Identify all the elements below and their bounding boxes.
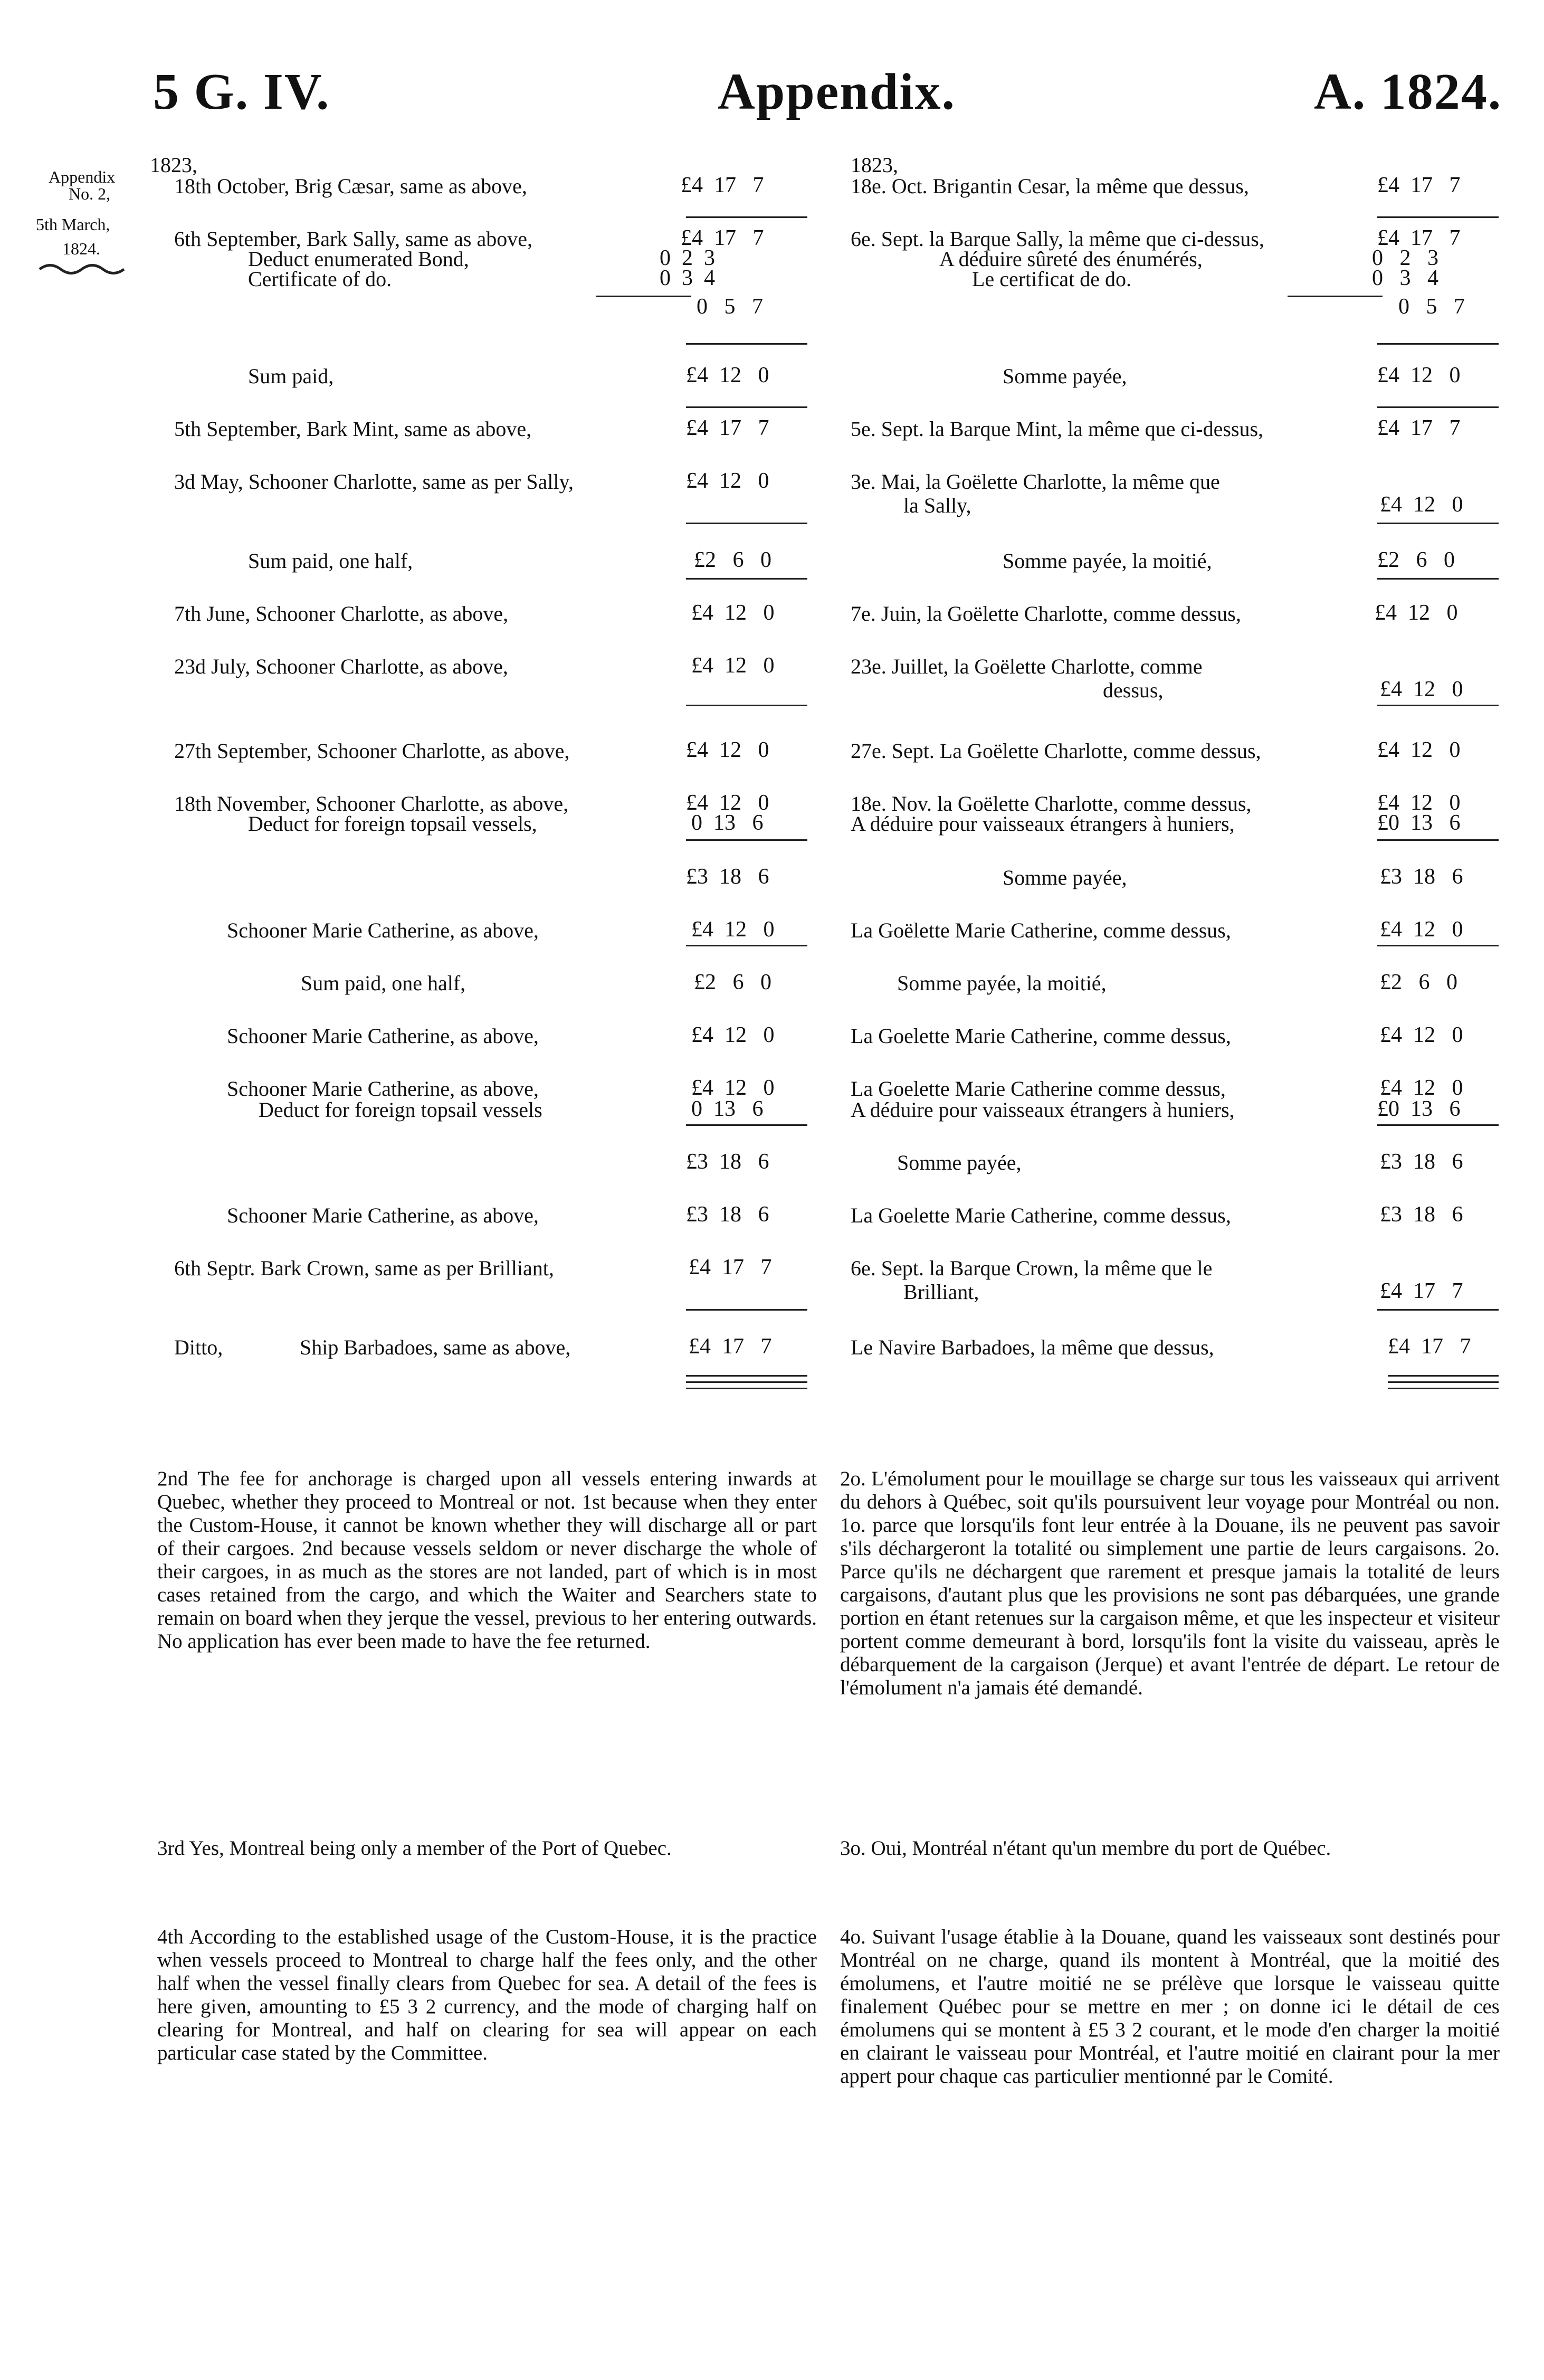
ledger-fr-row-text: Brilliant, [903,1280,979,1304]
ledger-fr-row-text: 6e. Sept. la Barque Crown, la même que le [851,1256,1213,1280]
ledger-en-row-amount: 0 2 3 [660,246,715,270]
ledger-fr-row-amount: £4 12 0 [1380,1023,1463,1047]
ledger-en-row-amount: £3 18 6 [686,1150,769,1174]
ledger-fr-row-text: La Goelette Marie Catherine, comme dessus, [851,1203,1231,1227]
ledger-en-row-amount: £4 17 7 [681,226,764,250]
ledger-fr-row-amount: 0 2 3 [1372,246,1438,270]
ledger-rule [686,1124,807,1126]
ledger-en-row-text: Deduct for foreign topsail vessels [259,1098,542,1122]
ledger-fr-row-text: Somme payée, [1003,364,1127,388]
ledger-fr-row-text: Le certificat de do. [972,267,1132,291]
ledger-en-row-amount: 0 3 4 [660,266,715,290]
ledger-fr-row-text: La Goëlette Marie Catherine, comme dessus, [851,918,1231,942]
side-note-line4: 1824. [62,239,100,258]
ledger-rule [1288,296,1383,297]
ledger-en-row-amount: £4 12 0 [691,601,775,625]
header-center: Appendix. [718,63,956,120]
ledger-rule [1388,1388,1499,1389]
ledger-fr-row-amount: £4 12 0 [1380,917,1463,942]
ledger-en-row-text: 6th Septr. Bark Crown, same as per Brilliant, [174,1256,554,1280]
ledger-en-row-amount: £4 12 0 [686,469,769,493]
ledger-en-row-amount: 0 13 6 [691,811,764,835]
ledger-en-row-amount: £4 12 0 [691,653,775,678]
ledger-rule [686,705,807,706]
ledger-en-row-text: Ship Barbadoes, same as above, [300,1335,571,1359]
ledger-fr-row-amount: £4 17 7 [1377,226,1461,250]
ledger-fr-row-text: Somme payée, la moitié, [1003,549,1212,573]
ledger-rule [1377,1309,1499,1311]
side-note-line3: 5th March, [36,215,110,234]
ledger-fr-row-amount: £4 17 7 [1377,416,1461,440]
ledger-fr-row-amount: £4 12 0 [1380,492,1463,517]
ledger-rule [1377,343,1499,345]
ledger-en-row-text: Deduct for foreign topsail vessels, [248,812,537,836]
ledger-en-row-text: Sum paid, [248,364,334,388]
ledger-en-row-text: Ditto, [174,1335,223,1359]
ledger-fr-row-amount: £4 12 0 [1377,738,1461,762]
ledger-fr-row-amount: £3 18 6 [1380,1202,1463,1227]
header-right: A. 1824. [1314,63,1502,120]
ledger-rule [686,1381,807,1383]
paragraph-en-3rd: 3rd Yes, Montreal being only a member of the Port of Quebec. [157,1837,672,1860]
ledger-fr-row-amount: 0 3 4 [1372,266,1438,290]
paragraph-en-2nd: 2nd The fee for anchorage is charged upon all vessels entering inwards at Quebec, whether they proceed to Montreal or not. 1st because when they enter the Custom-House, it cannot be known whether they will discharge all or part of their cargoes. 2nd because vessels seldom or never discharge the whole of their cargoes, in as much as the stores are not landed, part of which is in most cases retained from the cargo, and which the Waiter and Searchers state to remain on board when they jerque the vessel, previous to her entering outwards. No application has ever been made to have the fee returned. [157,1467,817,1653]
ledger-en-row-amount: £4 12 0 [691,917,775,942]
year-fr: 1823, [851,153,898,177]
ledger-rule [686,1388,807,1389]
ledger-en-row-amount: £4 17 7 [689,1255,772,1279]
ledger-rule [1377,406,1499,408]
ledger-en-row-amount: £4 17 7 [689,1334,772,1359]
ledger-en-row-text: Deduct enumerated Bond, [248,247,469,271]
ledger-en-row-text: 18th October, Brig Cæsar, same as above, [174,174,527,198]
ledger-en-row-amount: £3 18 6 [686,1202,769,1227]
ledger-en-row-amount: £2 6 0 [694,548,771,572]
ledger-fr-row-text: A déduire pour vaisseaux étrangers à huniers, [851,1098,1235,1122]
ledger-rule [686,343,807,345]
ledger-rule [686,578,807,580]
ledger-rule [686,839,807,841]
ledger-rule [686,945,807,946]
ledger-fr-row-amount: £2 6 0 [1380,970,1457,994]
ledger-en-row-text: 7th June, Schooner Charlotte, as above, [174,602,509,625]
ledger-fr-row-amount: £4 12 0 [1377,363,1461,387]
side-note-line2: No. 2, [69,184,111,203]
ledger-rule [686,406,807,408]
ledger-en-row-amount: £4 12 0 [686,738,769,762]
ledger-fr-row-amount: £3 18 6 [1380,865,1463,889]
ledger-rule [1377,578,1499,580]
ledger-en-row-amount: 0 5 7 [697,295,763,319]
ledger-en-row-amount: £4 17 7 [681,173,764,197]
ledger-fr-row-text: la Sally, [903,494,971,517]
ledger-en-row-amount: £4 12 0 [691,1076,775,1100]
ledger-en-row-text: Sum paid, one half, [248,549,413,573]
ledger-fr-row-text: A déduire pour vaisseaux étrangers à huniers, [851,812,1235,836]
ledger-en-row-text: Certificate of do. [248,267,392,291]
ledger-fr-row-amount: £4 17 7 [1380,1279,1463,1303]
ledger-rule [686,216,807,218]
ledger-en-row-text: Sum paid, one half, [301,971,466,995]
ledger-fr-row-text: 18e. Oct. Brigantin Cesar, la même que dessus, [851,174,1249,198]
ledger-rule [1377,945,1499,946]
ledger-rule [596,296,691,297]
ledger-fr-row-text: 27e. Sept. La Goëlette Charlotte, comme dessus, [851,739,1261,763]
ledger-fr-row-amount: £4 17 7 [1377,173,1461,197]
ledger-fr-row-amount: £4 17 7 [1388,1334,1471,1359]
ledger-rule [686,1375,807,1377]
ledger-en-row-amount: £2 6 0 [694,970,771,994]
ledger-en-row-text: Schooner Marie Catherine, as above, [227,1024,539,1048]
ledger-rule [1377,216,1499,218]
year-en: 1823, [150,153,197,177]
ledger-fr-row-text: 6e. Sept. la Barque Sally, la même que ci-dessus, [851,227,1264,251]
ledger-rule [1388,1381,1499,1383]
ledger-fr-row-amount: £2 6 0 [1377,548,1455,572]
header-left: 5 G. IV. [153,63,330,120]
flourish-icon [37,259,127,280]
ledger-en-row-amount: £3 18 6 [686,865,769,889]
ledger-rule [686,1309,807,1311]
ledger-fr-row-text: 7e. Juin, la Goëlette Charlotte, comme dessus, [851,602,1241,625]
ledger-fr-row-text: dessus, [1103,678,1164,702]
ledger-en-row-text: Schooner Marie Catherine, as above, [227,1203,539,1227]
ledger-fr-row-amount: £4 12 0 [1380,1076,1463,1100]
ledger-en-row-text: 5th September, Bark Mint, same as above, [174,417,532,441]
paragraph-fr-2o: 2o. L'émolument pour le mouillage se charge sur tous les vaisseaux qui arrivent du dehors à Québec, soit qu'ils poursuivent leur voyage pour Montréal ou non. 1o. parce que lorsqu'ils font leur entrée à la Douane, ils ne peuvent pas savoir s'ils déchargeront la totalité ou simplement une partie de leurs cargaisons. 2o. Parce qu'ils ne déchargent que rarement et presque jamais la totalité de leurs cargaisons, d'autant plus que les provisions ne sont pas débarquées, une grande portion en étant retenues sur la cargaison même, et que les inspecteur et visiteur portent comme demeurant à bord, lorsqu'ils font la visite du vaisseau, après le débarquement de la cargaison (Jerque) et avant l'entrée de départ. Le retour de l'émolument n'a jamais été demandé. [840,1467,1500,1699]
ledger-en-row-text: 18th November, Schooner Charlotte, as above, [174,792,569,816]
ledger-fr-row-text: Somme payée, [897,1151,1022,1174]
ledger-en-row-text: Schooner Marie Catherine, as above, [227,1077,539,1101]
ledger-en-row-amount: £4 12 0 [686,363,769,387]
ledger-fr-row-text: 23e. Juillet, la Goëlette Charlotte, comme [851,655,1203,678]
ledger-en-row-text: 6th September, Bark Sally, same as above, [174,227,532,251]
ledger-en-row-amount: £4 12 0 [686,791,769,815]
ledger-fr-row-text: Somme payée, [1003,866,1127,889]
ledger-fr-row-text: 18e. Nov. la Goëlette Charlotte, comme dessus, [851,792,1252,816]
ledger-fr-row-text: 5e. Sept. la Barque Mint, la même que ci-dessus, [851,417,1264,441]
ledger-fr-row-text: Le Navire Barbadoes, la même que dessus, [851,1335,1214,1359]
ledger-fr-row-amount: £0 13 6 [1377,1097,1461,1121]
ledger-en-row-amount: £4 12 0 [691,1023,775,1047]
ledger-rule [1377,705,1499,706]
paragraph-fr-4o: 4o. Suivant l'usage établie à la Douane, quand les vaisseaux sont destinés pour Montréal on ne charge, quand ils montent à Montréal, que la moitié des émolumens, et l'autre moitié ne se prélève que lorsque le vaisseau quitte finalement Québec pour se mettre en mer ; on donne ici le détail de ces émolumens qui se montent à £5 3 2 courant, et le mode d'en charger la moitié en clairant le vaisseau pour Montréal, et l'autre moitié en clairant pour la mer appert pour chaque cas particulier mentionné par le Comité. [840,1926,1500,2088]
ledger-fr-row-amount: £0 13 6 [1377,811,1461,835]
ledger-en-row-amount: 0 13 6 [691,1097,764,1121]
ledger-rule [1377,839,1499,841]
ledger-fr-row-amount: £3 18 6 [1380,1150,1463,1174]
ledger-rule [686,523,807,524]
side-note-line1: Appendix [49,167,116,186]
ledger-fr-row-text: La Goelette Marie Catherine, comme dessus, [851,1024,1231,1048]
ledger-rule [1377,523,1499,524]
paragraph-fr-3o: 3o. Oui, Montréal n'étant qu'un membre du port de Québec. [840,1837,1331,1860]
ledger-en-row-text: Schooner Marie Catherine, as above, [227,918,539,942]
ledger-rule [1388,1375,1499,1377]
ledger-rule [1377,1124,1499,1126]
ledger-fr-row-amount: 0 5 7 [1398,295,1465,319]
paragraph-en-4th: 4th According to the established usage of the Custom-House, it is the practice when vessels proceed to Montreal to charge half the fees only, and the other half when the vessel finally clears from Quebec for sea. A detail of the fees is here given, amounting to £5 3 2 currency, and the mode of charging half on clearing for Montreal, and half on clearing for sea will appear on each particular case stated by the Committee. [157,1926,817,2064]
ledger-fr-row-text: La Goelette Marie Catherine comme dessus, [851,1077,1226,1101]
ledger-fr-row-text: Somme payée, la moitié, [897,971,1107,995]
ledger-fr-row-amount: £4 12 0 [1377,791,1461,815]
ledger-fr-row-text: 3e. Mai, la Goëlette Charlotte, la même que [851,470,1220,494]
ledger-en-row-text: 27th September, Schooner Charlotte, as above, [174,739,570,763]
ledger-en-row-text: 3d May, Schooner Charlotte, same as per Sally, [174,470,574,494]
ledger-fr-row-amount: £4 12 0 [1380,677,1463,701]
ledger-en-row-text: 23d July, Schooner Charlotte, as above, [174,655,508,678]
ledger-fr-row-amount: £4 12 0 [1375,601,1458,625]
ledger-fr-row-text: A déduire sûreté des énumérés, [939,247,1203,271]
ledger-en-row-amount: £4 17 7 [686,416,769,440]
